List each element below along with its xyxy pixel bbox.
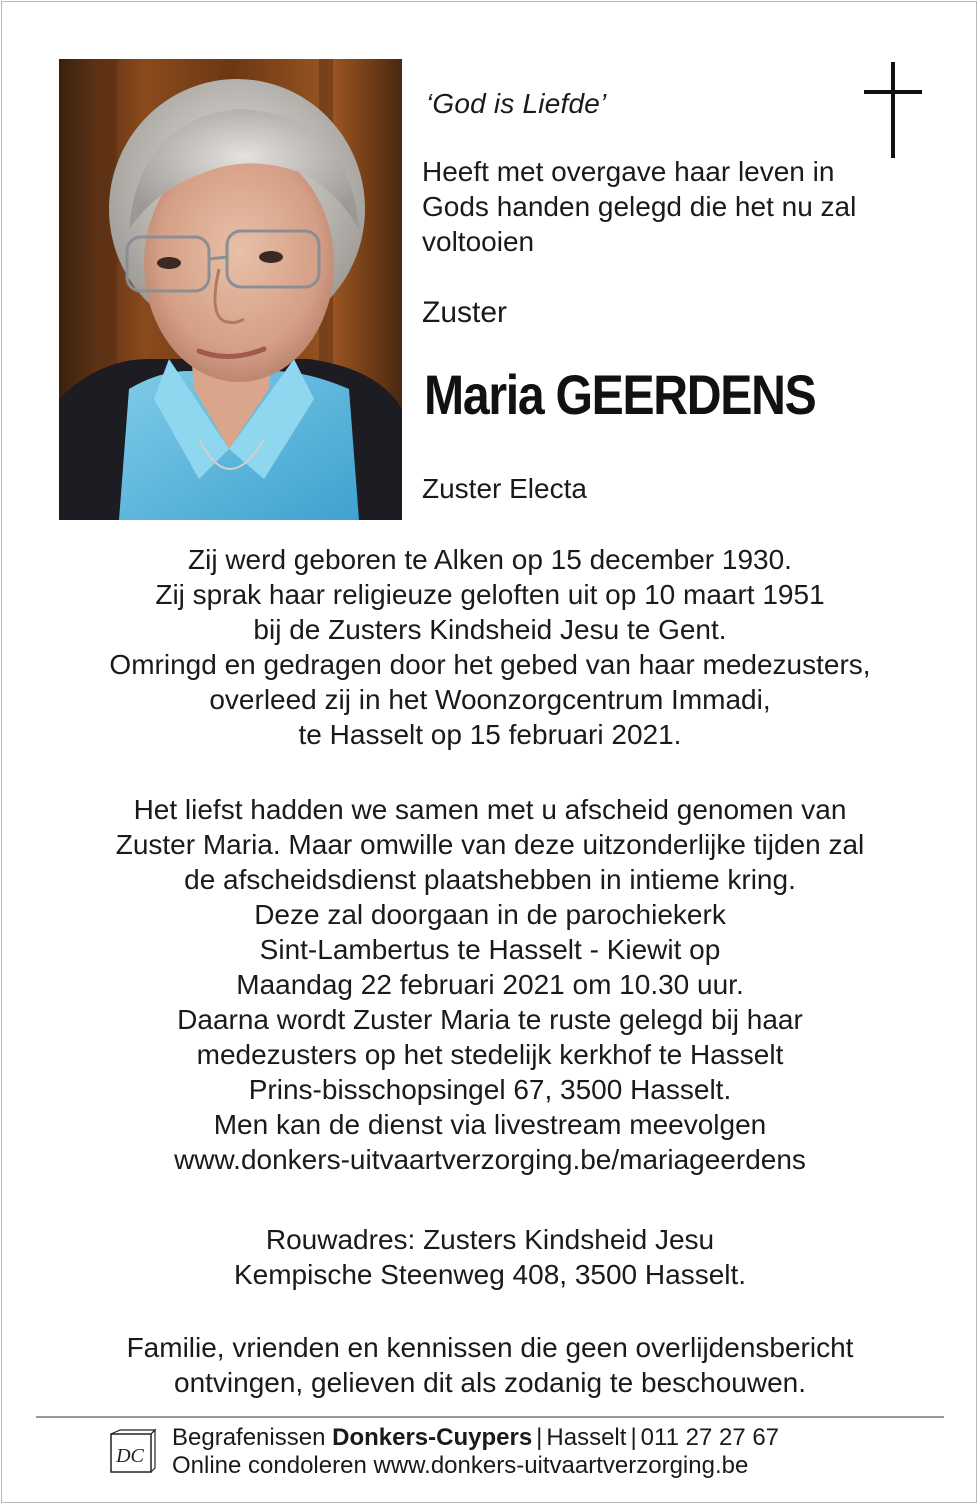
text-line: Zij sprak haar religieuze geloften uit op 10 maart 1951 [155, 579, 825, 610]
cross-icon [864, 62, 922, 160]
logo-letters: DC [116, 1445, 144, 1467]
text-line: Sint-Lambertus te Hasselt - Kiewit op [259, 934, 721, 965]
condolence-label: Online condoleren [172, 1452, 367, 1479]
notice-section [40, 1330, 940, 1400]
text-line: Zij werd geboren te Alken op 15 december 1930. [188, 544, 792, 575]
footer-phone[interactable]: 011 27 27 67 [640, 1424, 780, 1451]
portrait-photo [59, 59, 402, 520]
life-section [40, 542, 940, 752]
footer-line-company [172, 1424, 779, 1452]
text-line: Men kan de dienst via livestream meevolgen [213, 1109, 767, 1140]
text-line: Omringd en gedragen door het gebed van haar medezusters, [109, 649, 871, 680]
text-line: Familie, vrienden en kennissen die geen overlijdensbericht [126, 1332, 854, 1363]
footer-prefix: Begrafenissen [172, 1424, 326, 1451]
text-line: Deze zal doorgaan in de parochiekerk [254, 899, 726, 930]
company-name: Donkers-Cuypers [332, 1424, 533, 1451]
footer-divider [36, 1416, 944, 1418]
footer-city: Hasselt [546, 1424, 627, 1451]
text-line: Maandag 22 februari 2021 om 10.30 uur. [236, 969, 744, 1000]
text-line: Rouwadres: Zusters Kindsheid Jesu [265, 1224, 715, 1255]
religious-name: Zuster Electa [422, 473, 587, 504]
footer-line-condolence [172, 1452, 779, 1480]
text-line: Kempische Steenweg 408, 3500 Hasselt. [233, 1259, 747, 1290]
text-line: Zuster Maria. Maar omwille van deze uitzonderlijke tijden zal [115, 829, 865, 860]
text-line: te Hasselt op 15 februari 2021. [298, 719, 682, 750]
footer-separator: | [536, 1424, 543, 1451]
motto-quote: ‘God is Liefde’ [426, 88, 607, 119]
address-section [40, 1222, 940, 1292]
footer [172, 1424, 779, 1480]
livestream-link[interactable]: www.donkers-uitvaartverzorging.be/mariageerdens [174, 1144, 806, 1175]
text-line: bij de Zusters Kindsheid Jesu te Gent. [253, 614, 727, 645]
deceased-name: Maria GEERDENS [424, 363, 816, 426]
text-line: de afscheidsdienst plaatshebben in intieme kring. [184, 864, 796, 895]
text-line: Het liefst hadden we samen met u afscheid genomen van [133, 794, 847, 825]
intro-text: Heeft met overgave haar leven in Gods handen gelegd die het nu zal voltooien [422, 156, 857, 257]
title-label: Zuster [422, 296, 508, 329]
text-line: medezusters op het stedelijk kerkhof te Hasselt [196, 1039, 784, 1070]
text-line: Prins-bisschopsingel 67, 3500 Hasselt. [248, 1074, 732, 1105]
ceremony-section [40, 792, 940, 1177]
text-line: ontvingen, gelieven dit als zodanig te beschouwen. [174, 1367, 806, 1398]
text-line: overleed zij in het Woonzorgcentrum Immadi, [209, 684, 771, 715]
text-line: Daarna wordt Zuster Maria te ruste gelegd bij haar [177, 1004, 803, 1035]
funeral-home-logo-icon [108, 1428, 156, 1476]
footer-separator: | [630, 1424, 637, 1451]
condolence-website-link[interactable]: www.donkers-uitvaartverzorging.be [373, 1452, 749, 1479]
